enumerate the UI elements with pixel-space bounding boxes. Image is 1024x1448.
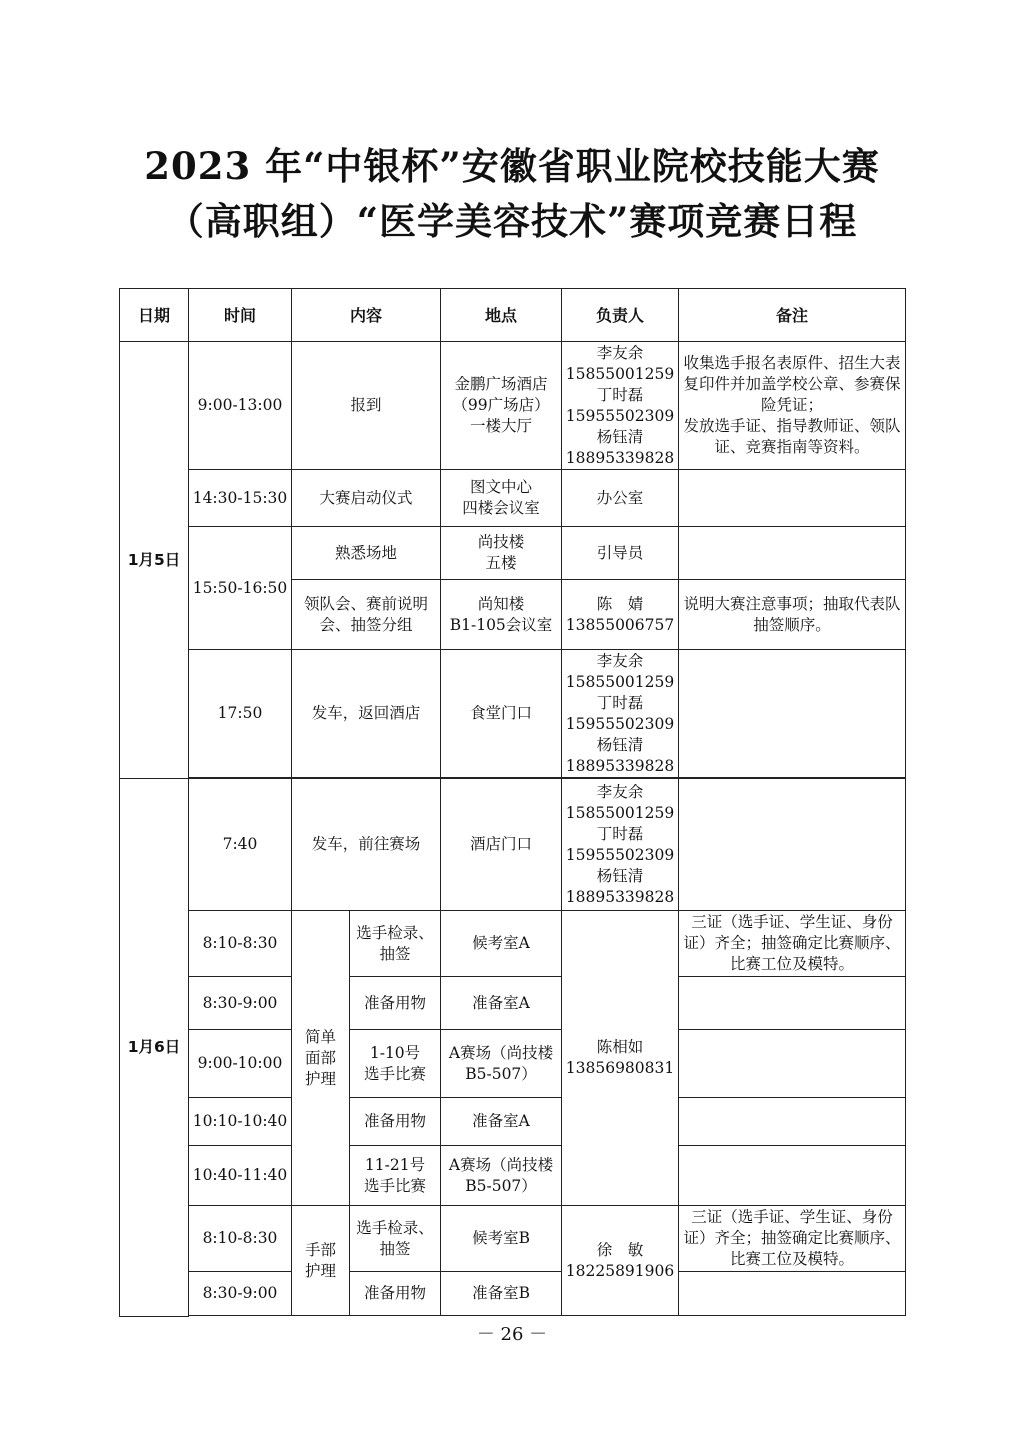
location-cell: A赛场（尚技楼 B5-507） [441, 1030, 562, 1098]
note-cell: 收集选手报名表原件、招生大表复印件并加盖学校公章、参赛保险凭证； 发放选手证、指导教师证、领队证、竞赛指南等资料。 [679, 342, 906, 470]
note-cell: 三证（选手证、学生证、身份证）齐全；抽签确定比赛顺序、比赛工位及模特。 [679, 911, 906, 977]
header-responsible: 负责人 [562, 289, 679, 342]
time-cell: 9:00-10:00 [189, 1030, 292, 1098]
content-cell: 选手检录、抽签 [350, 911, 441, 977]
table-header-row [120, 289, 906, 342]
header-date: 日期 [120, 289, 189, 342]
location-cell: 食堂门口 [441, 650, 562, 778]
content-cell: 大赛启动仪式 [292, 470, 441, 527]
responsible-cell: 李友余 15855001259 丁时磊 15955502309 杨钰清 18895339828 [562, 342, 679, 470]
header-location: 地点 [441, 289, 562, 342]
table-row [120, 650, 906, 778]
time-cell: 14:30-15:30 [189, 470, 292, 527]
content-cell: 准备用物 [350, 977, 441, 1030]
content-cell: 发车，前往赛场 [292, 779, 441, 911]
responsible-cell: 办公室 [562, 470, 679, 527]
table-row [120, 1272, 906, 1316]
table-row [120, 1206, 906, 1272]
content-cell: 发车，返回酒店 [292, 650, 441, 778]
content-cell: 11-21号 选手比赛 [350, 1146, 441, 1206]
table-row [120, 1030, 906, 1098]
responsible-cell: 陈 婧 13855006757 [562, 580, 679, 650]
time-cell: 7:40 [189, 779, 292, 911]
responsible-cell: 李友余 15855001259 丁时磊 15955502309 杨钰清 18895339828 [562, 779, 679, 911]
note-cell [679, 1146, 906, 1206]
time-cell: 10:40-11:40 [189, 1146, 292, 1206]
note-cell [679, 650, 906, 778]
time-cell: 8:10-8:30 [189, 911, 292, 977]
header-note: 备注 [679, 289, 906, 342]
location-cell: 尚技楼 五楼 [441, 527, 562, 580]
note-cell [679, 470, 906, 527]
content-cell: 准备用物 [350, 1098, 441, 1146]
note-cell: 说明大赛注意事项；抽取代表队抽签顺序。 [679, 580, 906, 650]
content-cell: 1-10号 选手比赛 [350, 1030, 441, 1098]
group-cell-hand: 手部 护理 [292, 1206, 350, 1316]
responsible-cell: 陈相如 13856980831 [562, 911, 679, 1206]
location-cell: 金鹏广场酒店 （99广场店） 一楼大厅 [441, 342, 562, 470]
responsible-cell: 徐 敏 18225891906 [562, 1206, 679, 1316]
table-row [120, 342, 906, 470]
time-cell: 17:50 [189, 650, 292, 778]
time-cell: 15:50-16:50 [189, 527, 292, 650]
content-cell: 准备用物 [350, 1272, 441, 1316]
table-row [120, 1098, 906, 1146]
table-row [120, 911, 906, 977]
location-cell: 尚知楼 B1-105会议室 [441, 580, 562, 650]
document-title-line2: （高职组）“医学美容技术”赛项竞赛日程 [166, 199, 858, 243]
note-cell [679, 1272, 906, 1316]
location-cell: 图文中心 四楼会议室 [441, 470, 562, 527]
table-row [120, 470, 906, 527]
responsible-cell: 李友余 15855001259 丁时磊 15955502309 杨钰清 18895339828 [562, 650, 679, 778]
header-content: 内容 [292, 289, 441, 342]
date-cell: 1月6日 [120, 779, 189, 1317]
note-cell [679, 1030, 906, 1098]
header-time: 时间 [189, 289, 292, 342]
table-row [120, 527, 906, 580]
time-cell: 8:30-9:00 [189, 1272, 292, 1316]
note-cell: 三证（选手证、学生证、身份证）齐全；抽签确定比赛顺序、比赛工位及模特。 [679, 1206, 906, 1272]
time-cell: 10:10-10:40 [189, 1098, 292, 1146]
note-cell [679, 527, 906, 580]
location-cell: 准备室A [441, 977, 562, 1030]
table-row [120, 977, 906, 1030]
time-cell: 8:10-8:30 [189, 1206, 292, 1272]
location-cell: 准备室A [441, 1098, 562, 1146]
location-cell: 候考室A [441, 911, 562, 977]
time-cell: 9:00-13:00 [189, 342, 292, 470]
responsible-cell: 引导员 [562, 527, 679, 580]
content-cell: 选手检录、抽签 [350, 1206, 441, 1272]
location-cell: 酒店门口 [441, 779, 562, 911]
page-number: － 26 － [476, 1324, 548, 1345]
location-cell: A赛场（尚技楼 B5-507） [441, 1146, 562, 1206]
document-title-line1: 2023 年“中银杯”安徽省职业院校技能大赛 [144, 144, 880, 188]
content-cell: 报到 [292, 342, 441, 470]
table-row [120, 1146, 906, 1206]
table-row [120, 779, 906, 911]
note-cell [679, 977, 906, 1030]
location-cell: 候考室B [441, 1206, 562, 1272]
note-cell [679, 779, 906, 911]
note-cell [679, 1098, 906, 1146]
group-cell-face: 简单 面部 护理 [292, 911, 350, 1206]
content-cell: 领队会、赛前说明会、抽签分组 [292, 580, 441, 650]
date-cell: 1月5日 [120, 342, 189, 779]
schedule-table [119, 288, 906, 1317]
location-cell: 准备室B [441, 1272, 562, 1316]
content-cell: 熟悉场地 [292, 527, 441, 580]
time-cell: 8:30-9:00 [189, 977, 292, 1030]
